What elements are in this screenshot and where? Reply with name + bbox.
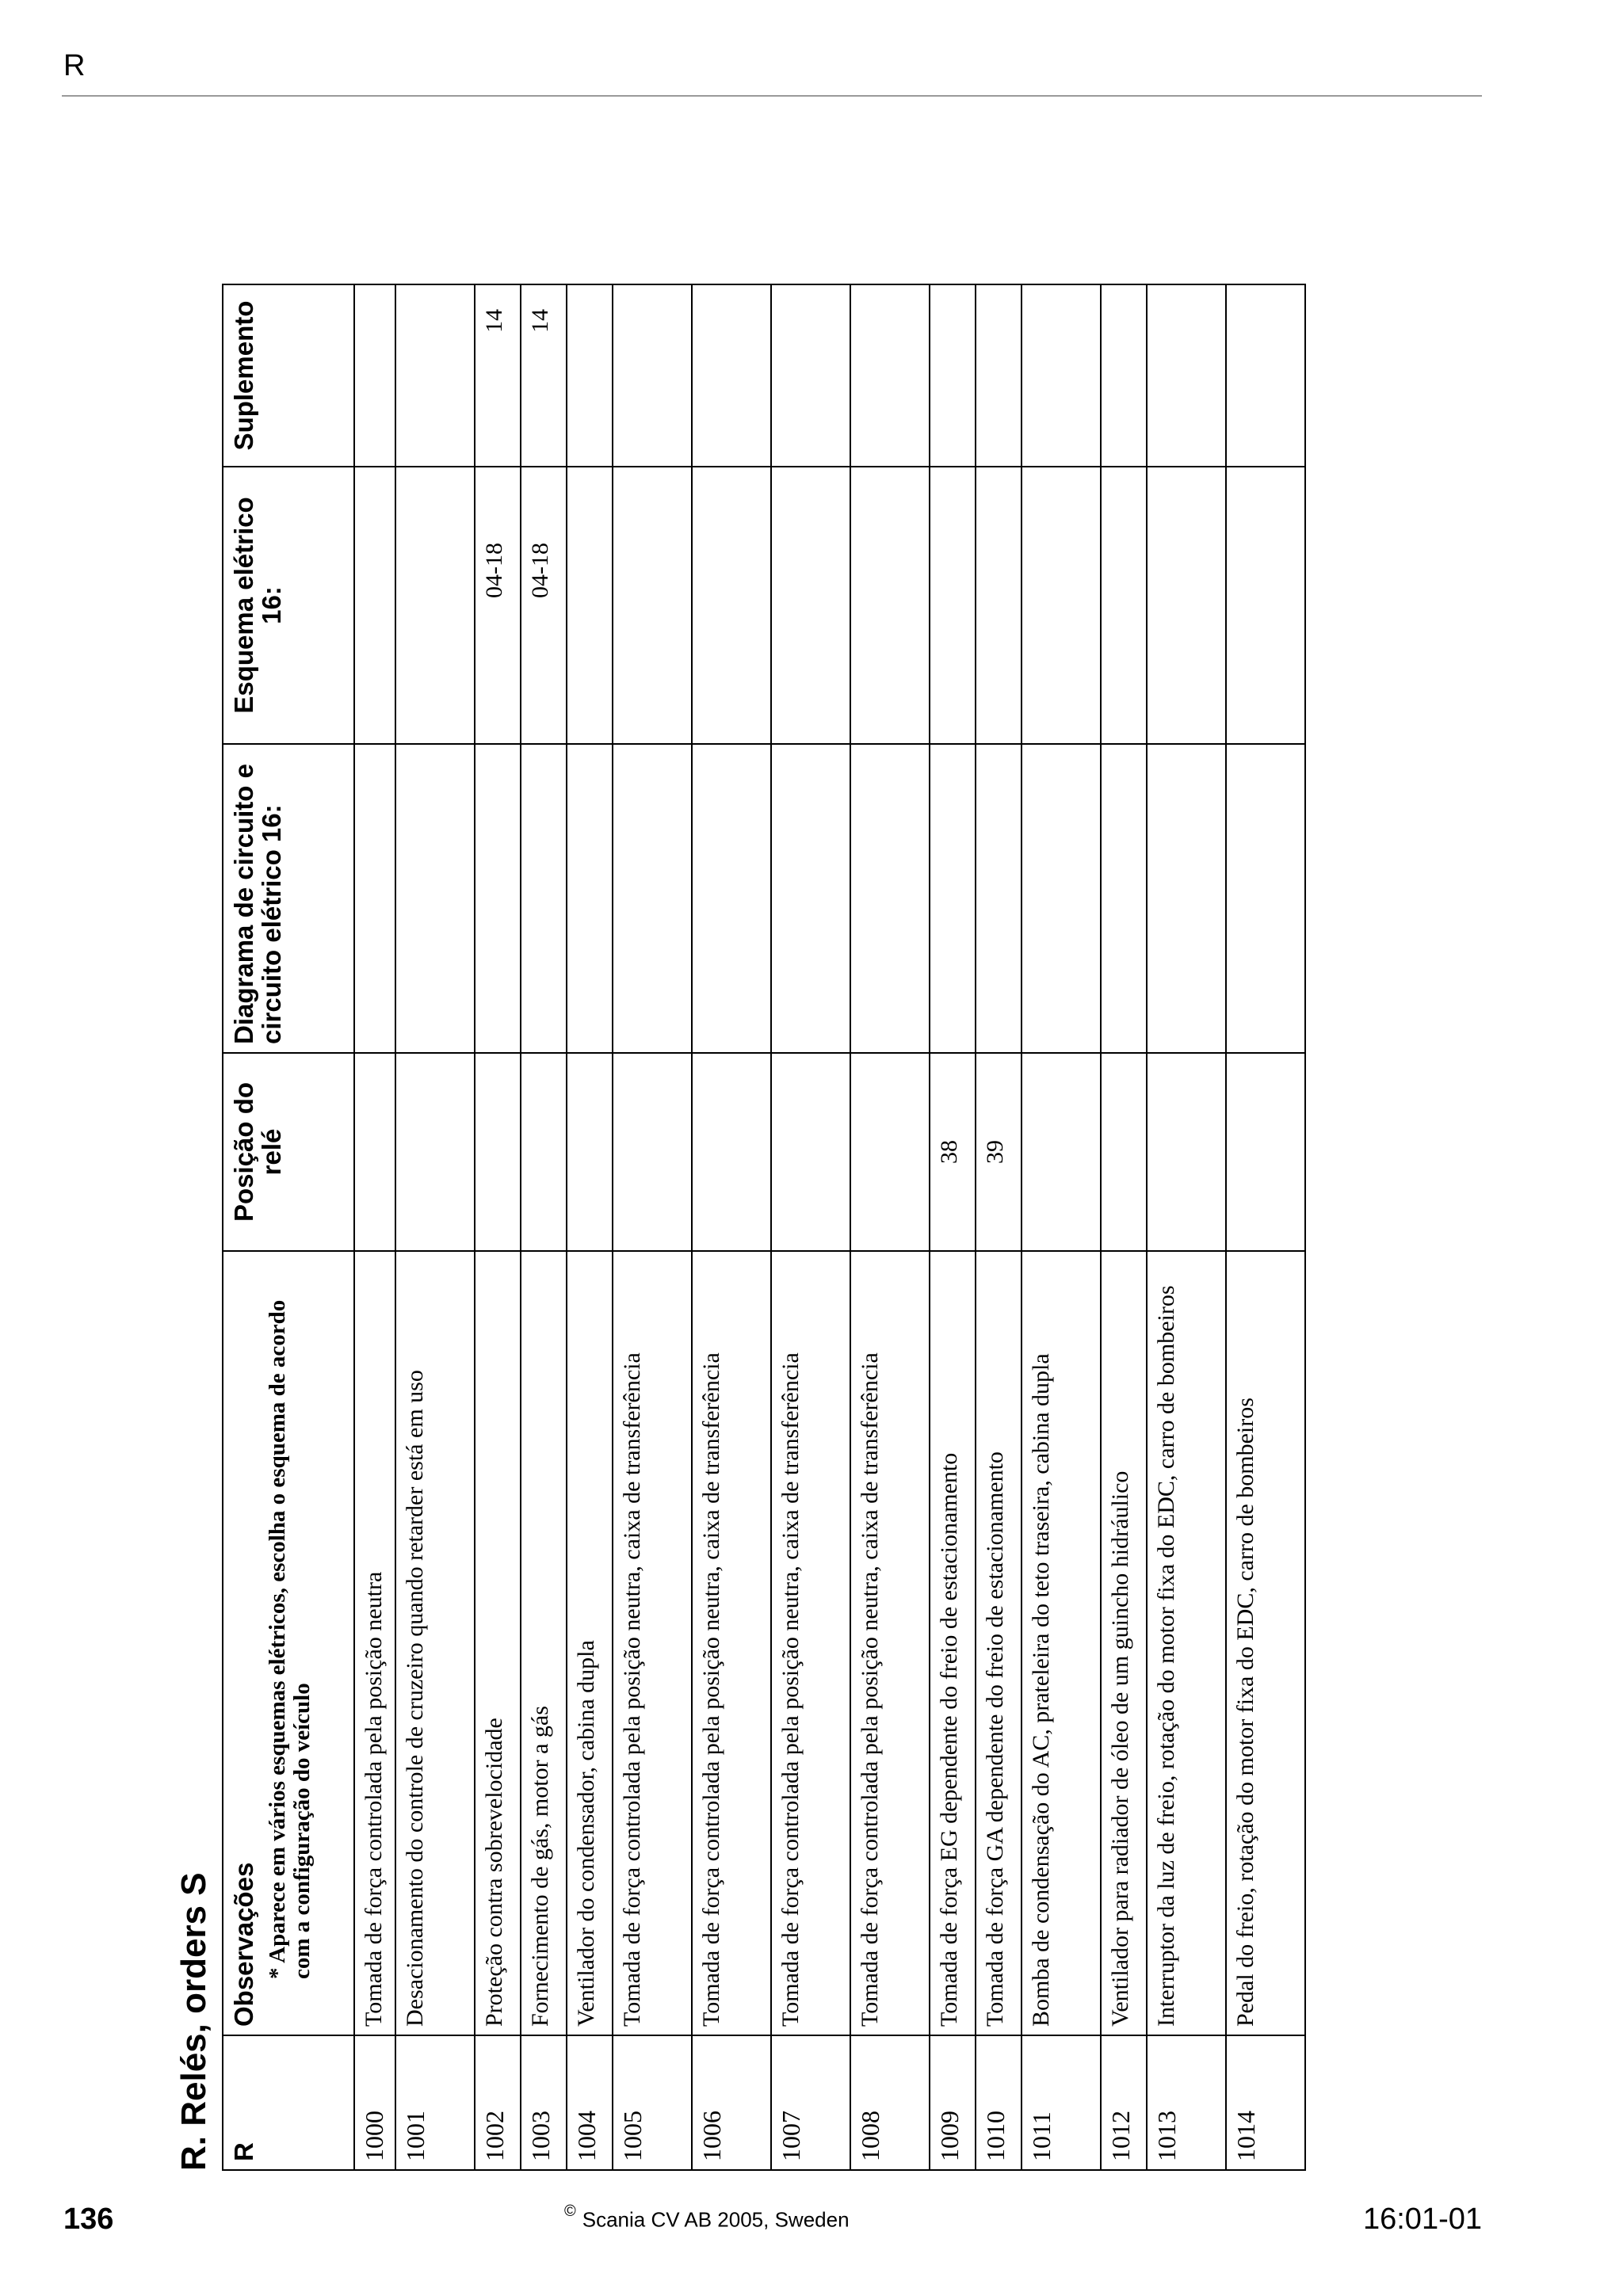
cell-diagrama <box>1101 744 1147 1053</box>
cell-esquema <box>850 467 930 744</box>
cell-r: 1009 <box>930 2035 976 2170</box>
table-header-row <box>223 284 354 2170</box>
cell-diagrama <box>521 744 567 1053</box>
cell-esquema <box>692 467 771 744</box>
cell-observacoes: Tomada de força controlada pela posição neutra <box>354 1251 395 2035</box>
cell-r: 1007 <box>771 2035 850 2170</box>
cell-esquema <box>395 467 475 744</box>
cell-r: 1013 <box>1147 2035 1226 2170</box>
cell-posicao <box>395 1053 475 1251</box>
cell-esquema <box>613 467 692 744</box>
footer-date: 16:01-01 <box>1362 2203 1482 2236</box>
cell-diagrama <box>771 744 850 1053</box>
cell-suplemento: 14 <box>475 284 521 467</box>
cell-diagrama <box>475 744 521 1053</box>
cell-diagrama <box>567 744 613 1053</box>
cell-r: 1001 <box>395 2035 475 2170</box>
cell-suplemento <box>692 284 771 467</box>
col-header-observacoes-label: Observações <box>229 1862 258 2027</box>
relay-table <box>222 284 1306 2171</box>
cell-posicao <box>771 1053 850 1251</box>
col-header-observacoes <box>223 1251 354 2035</box>
cell-diagrama <box>395 744 475 1053</box>
cell-r: 1014 <box>1226 2035 1305 2170</box>
relay-table-body <box>354 284 1305 2170</box>
section-title: R. Relés, orders S <box>174 1872 213 2171</box>
rotated-content <box>166 285 1411 2171</box>
cell-suplemento <box>613 284 692 467</box>
cell-observacoes: Proteção contra sobrevelocidade <box>475 1251 521 2035</box>
table-row <box>613 284 692 2170</box>
copyright-symbol: © <box>564 2203 576 2220</box>
cell-observacoes: Ventilador do condensador, cabina dupla <box>567 1251 613 2035</box>
copyright-text: Scania CV AB 2005, Sweden <box>582 2207 850 2232</box>
table-row <box>354 284 395 2170</box>
cell-diagrama <box>1022 744 1101 1053</box>
cell-posicao <box>1101 1053 1147 1251</box>
cell-esquema <box>354 467 395 744</box>
cell-suplemento <box>930 284 976 467</box>
cell-posicao <box>1226 1053 1305 1251</box>
cell-observacoes: Tomada de força EG dependente do freio de estacionamento <box>930 1251 976 2035</box>
table-row <box>692 284 771 2170</box>
cell-diagrama <box>976 744 1022 1053</box>
cell-posicao: 38 <box>930 1053 976 1251</box>
cell-posicao <box>567 1053 613 1251</box>
col-header-esquema-label: Esquema elétrico 16: <box>229 497 286 714</box>
col-header-diagrama-label: Diagrama de circuito e circuito elétrico 16: <box>229 764 286 1044</box>
cell-esquema <box>567 467 613 744</box>
cell-posicao <box>354 1053 395 1251</box>
cell-r: 1008 <box>850 2035 930 2170</box>
cell-diagrama <box>1226 744 1305 1053</box>
cell-posicao <box>692 1053 771 1251</box>
col-header-posicao-label: Posição do relé <box>229 1081 286 1222</box>
copyright <box>564 2203 850 2233</box>
cell-posicao <box>850 1053 930 1251</box>
cell-posicao <box>1147 1053 1226 1251</box>
page-number: 136 <box>63 2203 114 2236</box>
table-row <box>567 284 613 2170</box>
cell-suplemento <box>395 284 475 467</box>
table-row <box>521 284 567 2170</box>
cell-suplemento <box>1022 284 1101 467</box>
table-row <box>1147 284 1226 2170</box>
cell-observacoes: Desacionamento do controle de cruzeiro quando retarder está em uso <box>395 1251 475 2035</box>
col-header-suplemento-label: Suplemento <box>229 300 258 451</box>
header-letter: R <box>63 49 86 82</box>
table-row <box>930 284 976 2170</box>
cell-suplemento <box>976 284 1022 467</box>
cell-observacoes: Tomada de força controlada pela posição neutra, caixa de transferência <box>771 1251 850 2035</box>
cell-diagrama <box>613 744 692 1053</box>
cell-observacoes: Tomada de força controlada pela posição neutra, caixa de transferência <box>613 1251 692 2035</box>
cell-observacoes: Interruptor da luz de freio, rotação do motor fixa do EDC, carro de bombeiros <box>1147 1251 1226 2035</box>
cell-r: 1003 <box>521 2035 567 2170</box>
cell-esquema: 04-18 <box>475 467 521 744</box>
table-row <box>475 284 521 2170</box>
table-row <box>771 284 850 2170</box>
table-row <box>1022 284 1101 2170</box>
col-header-posicao <box>223 1053 354 1251</box>
cell-diagrama <box>850 744 930 1053</box>
cell-r: 1006 <box>692 2035 771 2170</box>
table-row <box>850 284 930 2170</box>
cell-suplemento <box>567 284 613 467</box>
table-row <box>1226 284 1305 2170</box>
table-row <box>1101 284 1147 2170</box>
cell-suplemento <box>1226 284 1305 467</box>
cell-posicao <box>613 1053 692 1251</box>
cell-posicao: 39 <box>976 1053 1022 1251</box>
cell-esquema <box>976 467 1022 744</box>
col-header-esquema <box>223 467 354 744</box>
cell-observacoes: Ventilador para radiador de óleo de um guincho hidráulico <box>1101 1251 1147 2035</box>
cell-r: 1011 <box>1022 2035 1101 2170</box>
cell-observacoes: Pedal do freio, rotação do motor fixa do EDC, carro de bombeiros <box>1226 1251 1305 2035</box>
cell-r: 1010 <box>976 2035 1022 2170</box>
col-header-r-label: R <box>229 2142 258 2161</box>
cell-diagrama <box>354 744 395 1053</box>
cell-observacoes: Tomada de força controlada pela posição neutra, caixa de transferência <box>850 1251 930 2035</box>
cell-esquema <box>930 467 976 744</box>
col-header-r <box>223 2035 354 2170</box>
cell-suplemento <box>850 284 930 467</box>
cell-diagrama <box>692 744 771 1053</box>
cell-suplemento <box>771 284 850 467</box>
cell-observacoes: Bomba de condensação do AC, prateleira do teto traseira, cabina dupla <box>1022 1251 1101 2035</box>
cell-esquema: 04-18 <box>521 467 567 744</box>
col-header-diagrama <box>223 744 354 1053</box>
cell-posicao <box>1022 1053 1101 1251</box>
cell-diagrama <box>1147 744 1226 1053</box>
cell-esquema <box>1022 467 1101 744</box>
cell-esquema <box>1147 467 1226 744</box>
cell-suplemento <box>354 284 395 467</box>
col-header-observacoes-note: * Aparece em vários esquemas elétricos, escolha o esquema de acordo com a configuração do veículo <box>265 1299 315 1979</box>
table-row <box>395 284 475 2170</box>
cell-suplemento: 14 <box>521 284 567 467</box>
cell-suplemento <box>1101 284 1147 467</box>
cell-suplemento <box>1147 284 1226 467</box>
cell-observacoes: Tomada de força GA dependente do freio de estacionamento <box>976 1251 1022 2035</box>
cell-r: 1012 <box>1101 2035 1147 2170</box>
header-rule <box>62 95 1482 97</box>
cell-r: 1000 <box>354 2035 395 2170</box>
cell-posicao <box>521 1053 567 1251</box>
cell-esquema <box>1226 467 1305 744</box>
cell-esquema <box>771 467 850 744</box>
cell-observacoes: Fornecimento de gás, motor a gás <box>521 1251 567 2035</box>
cell-diagrama <box>930 744 976 1053</box>
cell-posicao <box>475 1053 521 1251</box>
table-row <box>976 284 1022 2170</box>
col-header-suplemento <box>223 284 354 467</box>
cell-r: 1002 <box>475 2035 521 2170</box>
cell-esquema <box>1101 467 1147 744</box>
cell-r: 1004 <box>567 2035 613 2170</box>
cell-observacoes: Tomada de força controlada pela posição neutra, caixa de transferência <box>692 1251 771 2035</box>
cell-r: 1005 <box>613 2035 692 2170</box>
